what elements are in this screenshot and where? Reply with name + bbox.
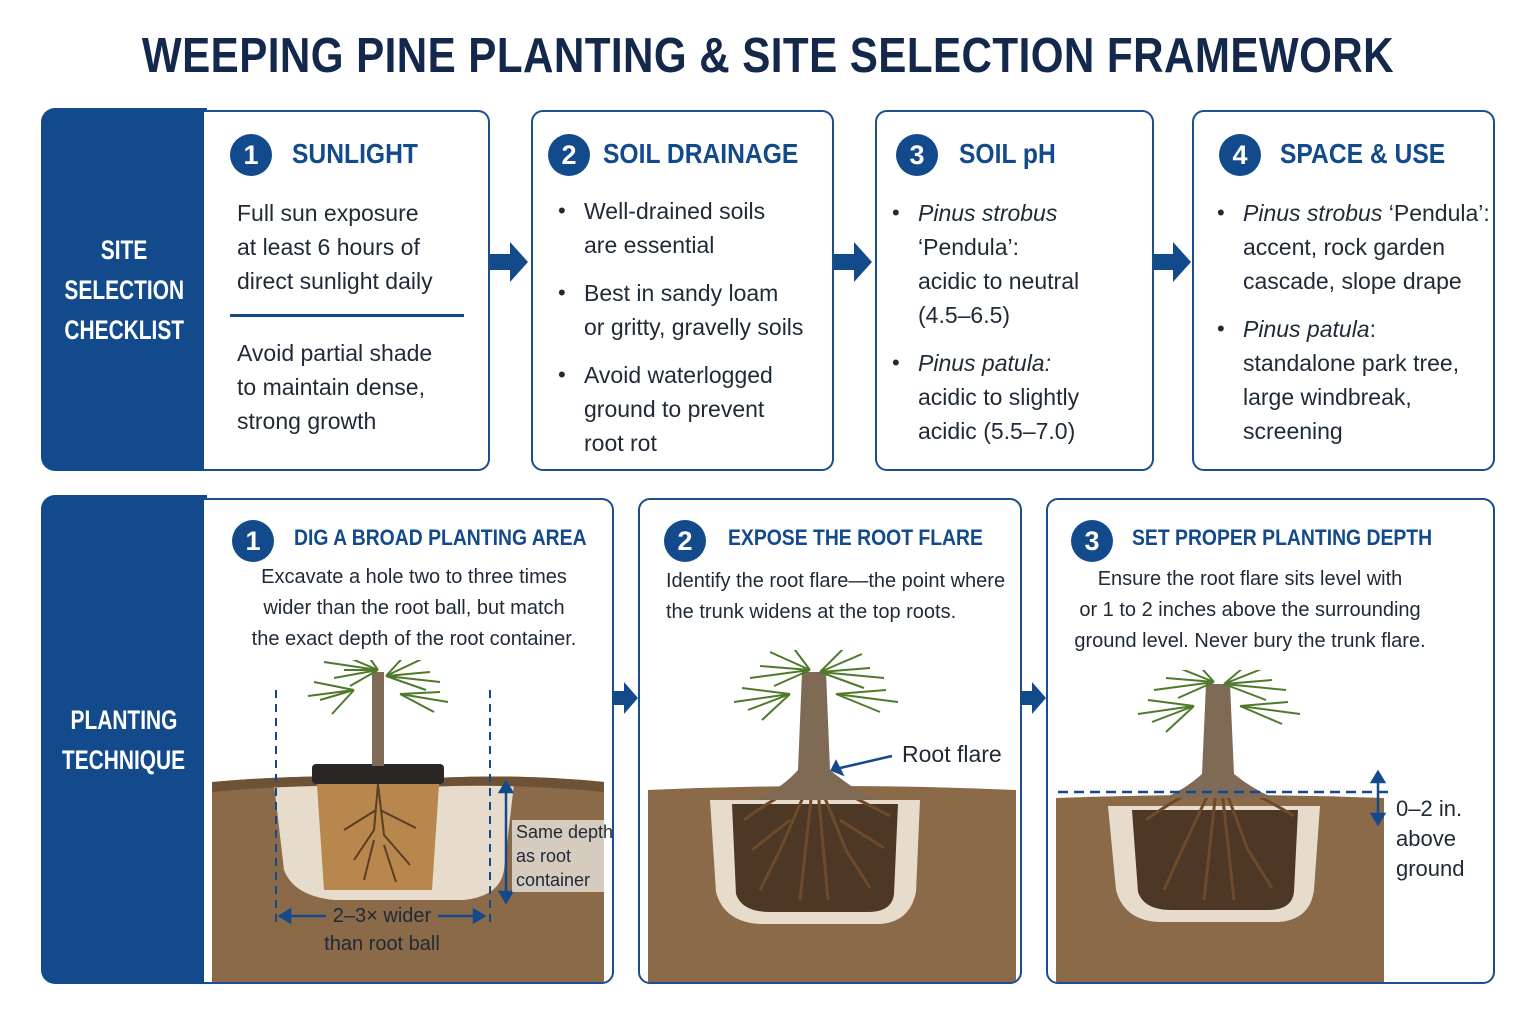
shade-warning: Avoid partial shade to maintain dense, strong growth — [237, 340, 433, 434]
card-title: SPACE & USE — [1280, 138, 1446, 169]
step-number-badge: 1 — [230, 134, 272, 176]
list-item: • Well-drained soils are essential — [558, 194, 828, 262]
drainage-list — [558, 194, 828, 474]
page-title: WEEPING PINE PLANTING & SITE SELECTION FRAMEWORK — [141, 29, 1395, 83]
soil-ph-card — [875, 110, 1154, 471]
root-flare-label: Root flare — [902, 741, 1002, 767]
site-selection-band: SITE SELECTION CHECKLIST — [41, 108, 207, 471]
divider — [230, 314, 464, 317]
list-item: • Pinus strobus ‘Pendula’: acidic to neutral (4.5–6.5) — [892, 196, 1152, 332]
planting-depth-card — [1046, 498, 1495, 984]
root-flare-card — [638, 498, 1022, 984]
list-item: • Best in sandy loam or gritty, gravelly soils — [558, 276, 828, 344]
arrow-right-icon — [490, 240, 530, 284]
planting-depth-illustration — [1048, 670, 1495, 984]
width-label: 2–3× wider than root ball — [324, 905, 440, 955]
arrow-right-icon — [1020, 680, 1048, 716]
card-title: SET PROPER PLANTING DEPTH — [1132, 525, 1433, 550]
card-title: SOIL DRAINAGE — [603, 138, 799, 169]
step-number-badge: 2 — [664, 520, 706, 562]
use-list — [1217, 196, 1492, 462]
card-title: DIG A BROAD PLANTING AREA — [294, 525, 587, 550]
arrow-right-icon — [1153, 240, 1193, 284]
list-item: • Pinus patula: standalone park tree, large windbreak, screening — [1217, 312, 1492, 448]
depth-label: Same depth as root container — [516, 822, 614, 890]
dig-hole-illustration — [204, 660, 614, 984]
sunlight-requirement: Full sun exposure at least 6 hours of direct sunlight daily — [237, 200, 433, 294]
height-label: 0–2 in. above ground — [1396, 796, 1465, 881]
arrow-right-icon — [834, 240, 874, 284]
step-number-badge: 4 — [1219, 134, 1261, 176]
planting-technique-band: PLANTING TECHNIQUE — [41, 495, 207, 984]
sunlight-card — [204, 110, 490, 471]
step-number-badge: 3 — [896, 134, 938, 176]
dig-planting-area-card — [204, 498, 614, 984]
list-item: • Avoid waterlogged ground to prevent root rot — [558, 358, 828, 460]
card-title: SUNLIGHT — [292, 138, 418, 169]
planting-depth-instructions: Ensure the root flare sits level with or 1 to 2 inches above the surrounding ground level. Never bury the trunk flare. — [1074, 568, 1426, 652]
root-flare-instructions: Identify the root flare—the point where the trunk widens at the top roots. — [666, 570, 1006, 623]
ph-list — [892, 196, 1152, 462]
step-number-badge: 2 — [548, 134, 590, 176]
soil-drainage-card — [531, 110, 834, 471]
arrow-right-icon — [612, 680, 640, 716]
list-item: • Pinus patula: acidic to slightly acidic (5.5–7.0) — [892, 346, 1152, 448]
card-title: EXPOSE THE ROOT FLARE — [728, 525, 983, 550]
root-flare-illustration — [640, 650, 1022, 984]
step-number-badge: 3 — [1071, 520, 1113, 562]
dig-instructions: Excavate a hole two to three times wider than the root ball, but match the exact depth of the root container. — [251, 566, 577, 650]
list-item: • Pinus strobus ‘Pendula’: accent, rock garden cascade, slope drape — [1217, 196, 1492, 298]
step-number-badge: 1 — [232, 520, 274, 562]
space-use-card — [1192, 110, 1495, 471]
card-title: SOIL pH — [959, 138, 1056, 169]
